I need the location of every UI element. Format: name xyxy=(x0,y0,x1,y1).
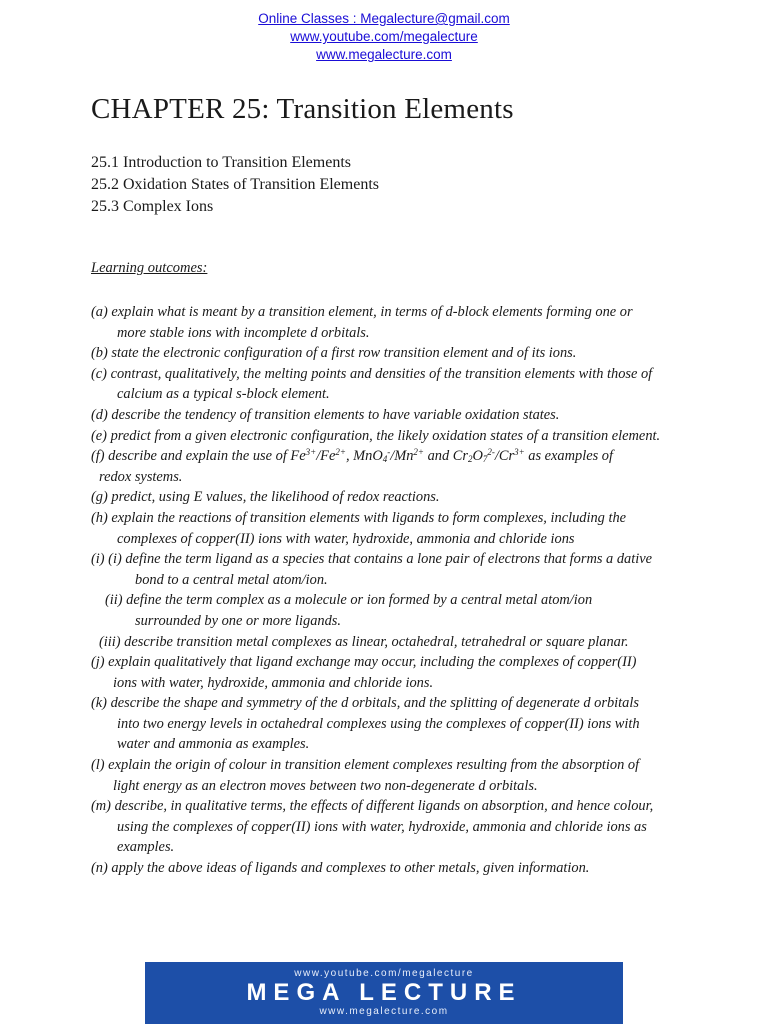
formula-sub: 7 xyxy=(482,454,488,465)
outcome-f-text: as examples of xyxy=(524,448,613,465)
youtube-link[interactable]: www.youtube.com/megalecture xyxy=(290,29,478,44)
outcome-i-line: (ii) define the term complex as a molecule or ion formed by a central metal atom/ion xyxy=(105,592,593,609)
outcome-j-line: ions with water, hydroxide, ammonia and chloride ions. xyxy=(113,674,434,691)
outcome-m-line: examples. xyxy=(117,839,175,856)
outcome-i-line: bond to a central metal atom/ion. xyxy=(135,571,328,588)
learning-outcomes-heading: Learning outcomes: xyxy=(91,260,208,276)
outcome-i-line: (i) (i) define the term ligand as a species that contains a lone pair of electrons that forms a dative xyxy=(91,551,653,568)
outcome-f-line: redox systems. xyxy=(99,468,183,485)
outcome-k-line: into two energy levels in octahedral complexes using the complexes of copper(II) ions with xyxy=(117,715,640,732)
formula-mn: /Mn xyxy=(390,448,414,465)
outcome-m-line: (m) describe, in qualitative terms, the effects of different ligands on absorption, and hence colour, xyxy=(91,798,654,815)
charge-sup: 2- xyxy=(487,447,495,458)
outcome-c-line: calcium as a typical s-block element. xyxy=(117,386,330,403)
formula-cr2o7: and Cr xyxy=(424,448,468,465)
banner-brand-logo: MEGA LECTURE xyxy=(246,979,522,1006)
banner-website-text: www.megalecture.com xyxy=(319,1006,449,1017)
toc-item: 25.1 Introduction to Transition Elements xyxy=(91,154,351,171)
outcome-e-line: (e) predict from a given electronic configuration, the likely oxidation states of a transition element. xyxy=(91,427,661,444)
mega-lecture-banner xyxy=(145,962,623,1024)
outcome-m-line: using the complexes of copper(II) ions with water, hydroxide, ammonia and chloride ions as xyxy=(117,818,647,835)
outcome-a-line: (a) explain what is meant by a transition element, in terms of d-block elements forming one or xyxy=(91,304,633,320)
charge-sup: 3+ xyxy=(514,447,525,458)
charge-sup: 2+ xyxy=(413,447,424,458)
outcome-f-line xyxy=(91,446,691,467)
outcome-d-line: (d) describe the tendency of transition elements to have variable oxidation states. xyxy=(91,406,560,423)
formula-cr: /Cr xyxy=(494,448,515,465)
charge-sup: 3+ xyxy=(305,447,317,458)
outcome-k-line: (k) describe the shape and symmetry of the d orbitals, and the splitting of degenerate d orbitals xyxy=(91,695,639,712)
formula-fe: /Fe xyxy=(316,448,336,465)
formula-sub: 4 xyxy=(382,454,388,465)
table-of-contents xyxy=(91,152,379,218)
banner-youtube-text: www.youtube.com/megalecture xyxy=(294,968,474,979)
charge-sup: - xyxy=(387,447,391,458)
outcome-f-text: (f) describe and explain the use of xyxy=(91,448,291,465)
formula-sub: 2 xyxy=(467,454,473,465)
formula-cr2o7: O xyxy=(472,448,483,465)
chapter-title: CHAPTER 25: Transition Elements xyxy=(91,93,514,125)
website-link[interactable]: www.megalecture.com xyxy=(316,47,452,62)
learning-outcomes-list xyxy=(91,302,691,879)
outcome-i-line: surrounded by one or more ligands. xyxy=(135,612,341,629)
outcome-k-line: water and ammonia as examples. xyxy=(117,736,310,753)
email-link[interactable]: Online Classes : Megalecture@gmail.com xyxy=(258,11,510,26)
outcome-i-line: (iii) describe transition metal complexes as linear, octahedral, tetrahedral or square planar. xyxy=(99,633,629,650)
formula-mno4: , MnO xyxy=(345,448,383,465)
outcome-a-line: more stable ions with incomplete d orbitals. xyxy=(117,324,370,341)
outcome-b-line: (b) state the electronic configuration of a first row transition element and of its ions. xyxy=(91,345,577,362)
outcome-h-line: (h) explain the reactions of transition elements with ligands to form complexes, including the xyxy=(91,509,627,526)
outcome-l-line: (l) explain the origin of colour in transition element complexes resulting from the absorption of xyxy=(91,757,640,774)
toc-item: 25.3 Complex Ions xyxy=(91,198,214,215)
header-links xyxy=(0,10,768,64)
outcome-l-line: light energy as an electron moves between two non-degenerate d orbitals. xyxy=(113,777,538,794)
formula-fe: Fe xyxy=(290,448,306,465)
outcome-c-line: (c) contrast, qualitatively, the melting points and densities of the transition elements with those of xyxy=(91,365,653,382)
outcome-n-line: (n) apply the above ideas of ligands and complexes to other metals, given information. xyxy=(91,860,590,877)
outcome-h-line: complexes of copper(II) ions with water, hydroxide, ammonia and chloride ions xyxy=(117,530,575,547)
outcome-g-line: (g) predict, using E values, the likelihood of redox reactions. xyxy=(91,489,440,506)
charge-sup: 2+ xyxy=(335,447,346,458)
toc-item: 25.2 Oxidation States of Transition Elements xyxy=(91,176,379,193)
outcome-j-line: (j) explain qualitatively that ligand exchange may occur, including the complexes of copper(II) xyxy=(91,654,637,671)
